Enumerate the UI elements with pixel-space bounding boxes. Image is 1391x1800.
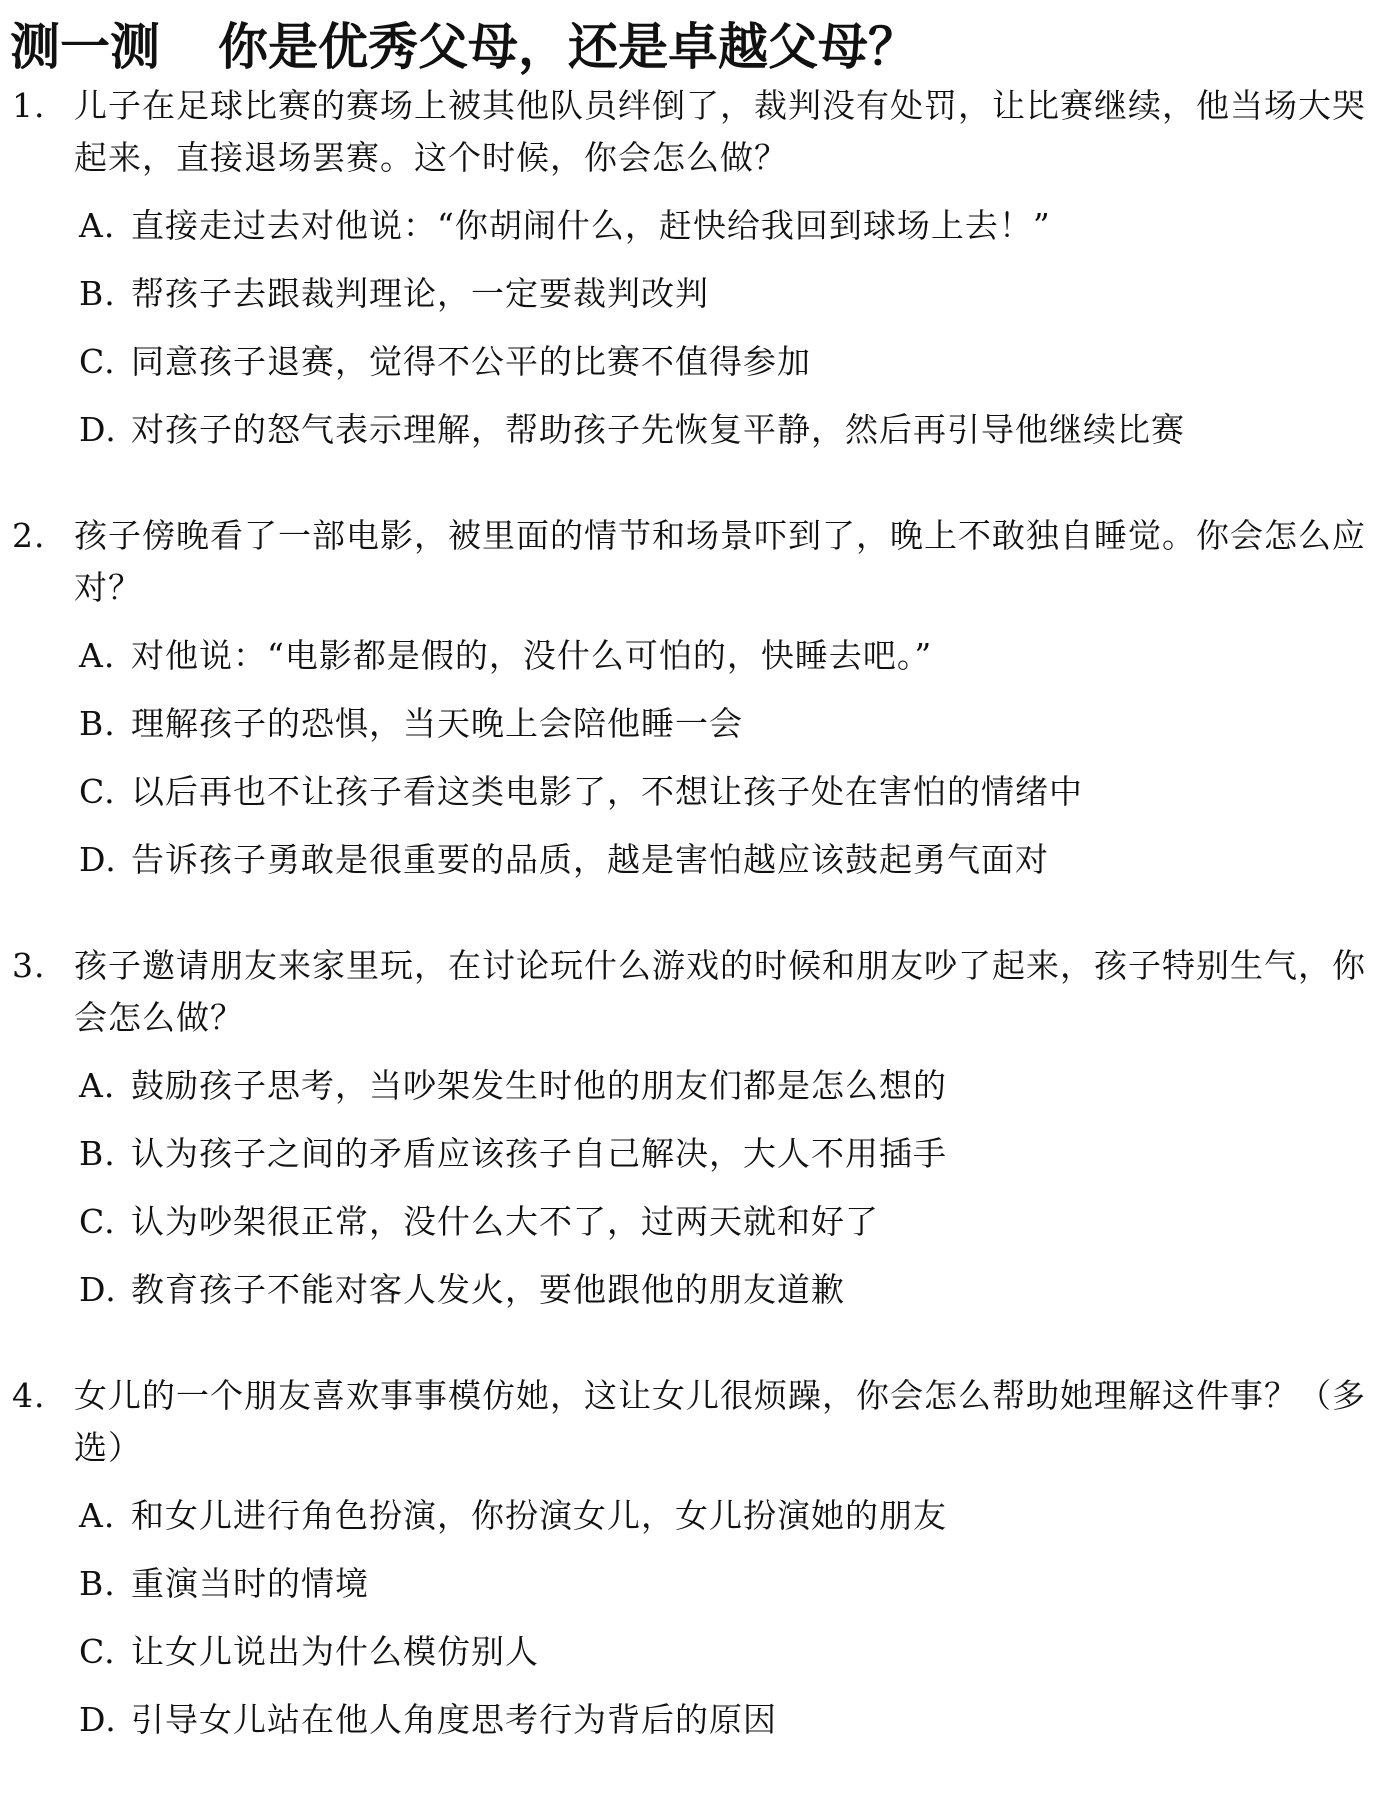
option-letter: D. [79, 1270, 117, 1309]
option-d[interactable] [79, 834, 1382, 886]
option-letter: B. [79, 1564, 116, 1603]
option-letter: A. [79, 1066, 116, 1105]
question-stem [12, 1370, 1382, 1474]
question-3 [12, 940, 1382, 1332]
option-text: 帮孩子去跟裁判理论，一定要裁判改判 [131, 274, 709, 313]
option-d[interactable] [79, 404, 1382, 456]
option-d[interactable] [79, 1264, 1382, 1316]
question-4 [12, 1370, 1382, 1762]
option-text: 和女儿进行角色扮演，你扮演女儿，女儿扮演她的朋友 [131, 1496, 947, 1535]
option-text: 引导女儿站在他人角度思考行为背后的原因 [131, 1700, 777, 1739]
page-title [10, 14, 918, 80]
option-text: 让女儿说出为什么模仿别人 [131, 1632, 539, 1671]
question-1 [12, 80, 1382, 472]
option-letter: B. [79, 1134, 116, 1173]
option-c[interactable] [79, 1626, 1382, 1678]
option-text: 教育孩子不能对客人发火，要他跟他的朋友道歉 [131, 1270, 845, 1309]
option-b[interactable] [79, 698, 1382, 750]
option-text: 认为吵架很正常，没什么大不了，过两天就和好了 [131, 1202, 879, 1241]
option-letter: C. [79, 772, 116, 811]
question-stem [12, 940, 1382, 1044]
option-c[interactable] [79, 1196, 1382, 1248]
option-b[interactable] [79, 1128, 1382, 1180]
question-number: 4. [12, 1376, 46, 1415]
option-b[interactable] [79, 1558, 1382, 1610]
option-letter: A. [79, 636, 116, 675]
title-part-2: 你是优秀父母，还是卓越父母？ [218, 18, 918, 76]
option-text: 认为孩子之间的矛盾应该孩子自己解决，大人不用插手 [131, 1134, 947, 1173]
option-letter: C. [79, 1202, 116, 1241]
option-text: 理解孩子的恐惧，当天晚上会陪他睡一会 [131, 704, 743, 743]
option-a[interactable] [79, 200, 1382, 252]
question-text: 孩子邀请朋友来家里玩，在讨论玩什么游戏的时候和朋友吵了起来，孩子特别生气，你会怎么做？ [74, 946, 1366, 1037]
option-text: 重演当时的情境 [131, 1564, 369, 1603]
question-number: 2. [12, 516, 46, 555]
option-letter: D. [79, 1700, 117, 1739]
question-number: 3. [12, 946, 46, 985]
question-number: 1. [12, 86, 46, 125]
option-letter: B. [79, 704, 116, 743]
option-letter: C. [79, 342, 116, 381]
question-stem [12, 510, 1382, 614]
option-d[interactable] [79, 1694, 1382, 1746]
option-text: 以后再也不让孩子看这类电影了，不想让孩子处在害怕的情绪中 [131, 772, 1083, 811]
option-text: 对孩子的怒气表示理解，帮助孩子先恢复平静，然后再引导他继续比赛 [131, 410, 1185, 449]
title-part-1: 测一测 [10, 18, 160, 76]
question-text: 儿子在足球比赛的赛场上被其他队员绊倒了，裁判没有处罚，让比赛继续，他当场大哭起来，直接退场罢赛。这个时候，你会怎么做？ [74, 86, 1366, 177]
option-c[interactable] [79, 336, 1382, 388]
option-list [12, 200, 1382, 456]
option-a[interactable] [79, 630, 1382, 682]
option-letter: D. [79, 410, 117, 449]
option-text: 鼓励孩子思考，当吵架发生时他的朋友们都是怎么想的 [131, 1066, 947, 1105]
option-text: 告诉孩子勇敢是很重要的品质，越是害怕越应该鼓起勇气面对 [131, 840, 1049, 879]
option-a[interactable] [79, 1060, 1382, 1112]
question-stem [12, 80, 1382, 184]
option-list [12, 630, 1382, 886]
question-text: 孩子傍晚看了一部电影，被里面的情节和场景吓到了，晚上不敢独自睡觉。你会怎么应对？ [74, 516, 1366, 607]
option-list [12, 1490, 1382, 1746]
option-c[interactable] [79, 766, 1382, 818]
option-text: 对他说：“电影都是假的，没什么可怕的，快睡去吧。” [131, 636, 933, 675]
question-2 [12, 510, 1382, 902]
option-letter: C. [79, 1632, 116, 1671]
option-text: 直接走过去对他说：“你胡闹什么，赶快给我回到球场上去！” [131, 206, 1051, 245]
option-letter: A. [79, 206, 116, 245]
option-letter: A. [79, 1496, 116, 1535]
option-letter: B. [79, 274, 116, 313]
option-a[interactable] [79, 1490, 1382, 1542]
option-text: 同意孩子退赛，觉得不公平的比赛不值得参加 [131, 342, 811, 381]
option-letter: D. [79, 840, 117, 879]
question-text: 女儿的一个朋友喜欢事事模仿她，这让女儿很烦躁，你会怎么帮助她理解这件事？（多选） [74, 1376, 1366, 1467]
option-list [12, 1060, 1382, 1316]
option-b[interactable] [79, 268, 1382, 320]
